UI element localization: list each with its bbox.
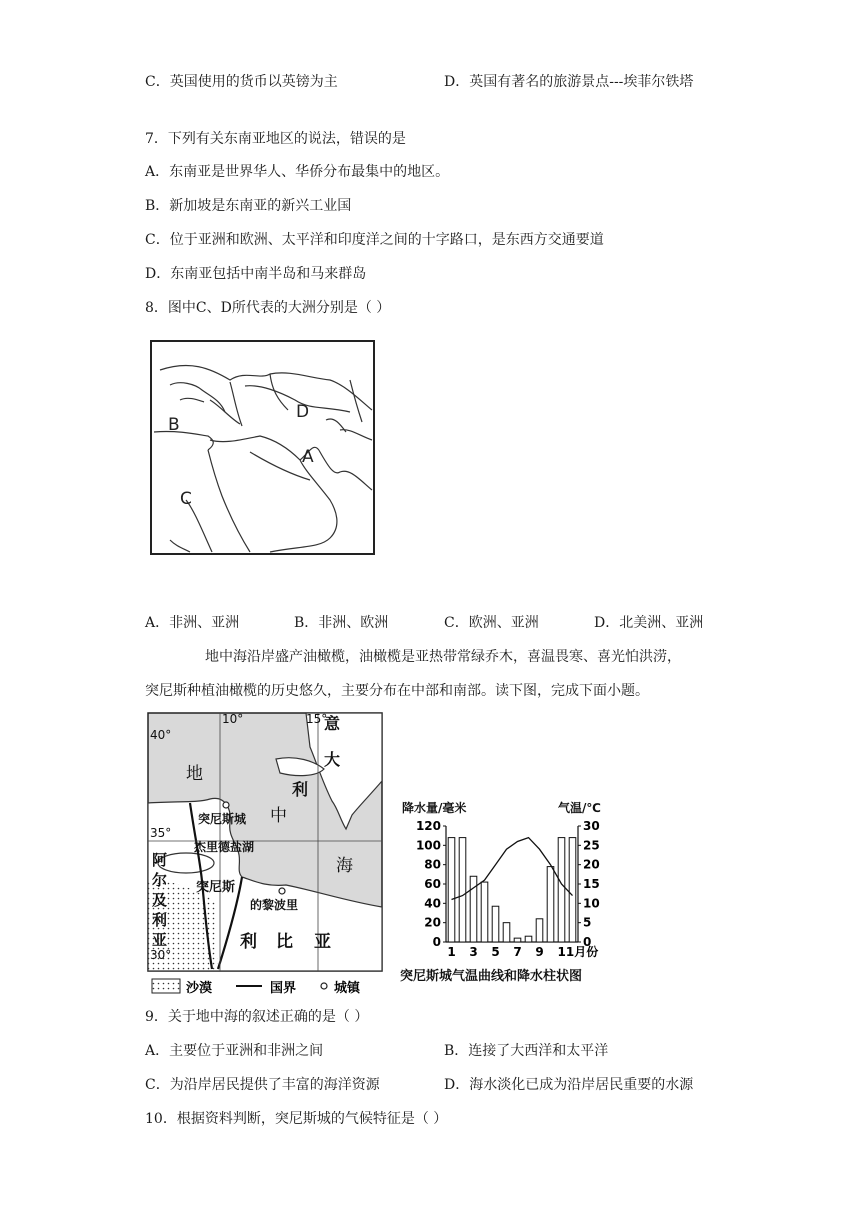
q7-option-b: B．新加坡是东南亚的新兴工业国 (145, 198, 352, 214)
chart-title: 突尼斯城气温曲线和降水柱状图 (400, 969, 583, 984)
chart-tick-label-left: 0 (432, 935, 441, 949)
tunisia-label: 突尼斯 (196, 880, 236, 895)
passage-line-1: 地中海沿岸盛产油橄榄，油橄榄是亚热带常绿乔木，喜温畏寒、喜光怕洪涝， (205, 649, 681, 665)
lon-10-label: 10° (222, 712, 244, 726)
italy-label-1: 意 (324, 714, 341, 733)
chart-tick-label-x: 9 (535, 945, 544, 959)
q7-stem: 7．下列有关东南亚地区的说法，错误的是 (145, 131, 406, 147)
precip-bar (558, 838, 565, 942)
q8-option-d: D．北美洲、亚洲 (594, 615, 704, 631)
passage-line-2: 突尼斯种植油橄榄的历史悠久，主要分布在中部和南部。读下图，完成下面小题。 (145, 683, 649, 699)
precip-bar (492, 906, 499, 942)
chart-tick-label-x: 11月份 (557, 945, 599, 959)
sea-label-hai: 海 (336, 856, 353, 876)
chart-tick-label-right: 15 (583, 877, 600, 891)
chart-ylabel-left: 降水量/毫米 (402, 801, 467, 815)
italy-label-2: 大 (324, 750, 341, 769)
lat-30-label: 30° (150, 948, 172, 962)
algeria-label-3: 及 (152, 891, 168, 909)
italy-label-3: 利 (292, 780, 309, 799)
map-label-a: A (302, 447, 314, 467)
chart-tick-label-right: 25 (583, 838, 600, 853)
precip-bar (514, 938, 521, 942)
q6-option-d: D．英国有著名的旅游景点---埃菲尔铁塔 (444, 74, 694, 90)
chart-tick-label-right: 20 (583, 857, 600, 872)
tripoli-label: 的黎波里 (250, 898, 299, 912)
climate-chart (396, 790, 646, 990)
precip-bar (503, 923, 510, 942)
legend-border: 国界 (270, 981, 297, 996)
tunis-city-label: 突尼斯城 (198, 812, 247, 826)
libya-label-1: 利 (240, 932, 257, 952)
q9-option-c: C．为沿岸居民提供了丰富的海洋资源 (145, 1077, 380, 1093)
q9-option-d: D．海水淡化已成为沿岸居民重要的水源 (444, 1077, 694, 1093)
legend-town: 城镇 (334, 981, 361, 996)
algeria-label-1: 阿 (152, 851, 168, 869)
precip-bar (448, 838, 455, 942)
chart-tick-label-x: 1 (447, 945, 456, 959)
chart-tick-label-right: 10 (583, 896, 600, 911)
q9-option-a: A．主要位于亚洲和非洲之间 (145, 1043, 324, 1059)
chart-tick-label-x: 7 (513, 945, 522, 959)
q9-option-b: B．连接了大西洋和太平洋 (444, 1043, 609, 1059)
sea-label-zhong: 中 (270, 806, 287, 826)
algeria-label-5: 亚 (152, 931, 168, 949)
map-label-b: B (168, 415, 180, 435)
q7-option-c: C．位于亚洲和欧洲、太平洋和印度洋之间的十字路口，是东西方交通要道 (145, 232, 604, 248)
lat-40-label: 40° (150, 728, 172, 742)
algeria-label-2: 尔 (152, 871, 168, 889)
chart-tick-label-x: 3 (469, 945, 478, 959)
lat-35-label: 35° (150, 826, 172, 840)
libya-label-3: 亚 (314, 932, 331, 952)
precip-bar (536, 919, 543, 942)
algeria-label-4: 利 (152, 911, 168, 929)
chart-tick-label-x: 5 (491, 945, 500, 959)
q7-option-a: A．东南亚是世界华人、华侨分布最集中的地区。 (145, 164, 450, 180)
q10-stem: 10．根据资料判断，突尼斯城的气候特征是（ ） (145, 1111, 448, 1127)
map-label-d: D (296, 402, 310, 422)
chart-tick-label-right: 0 (583, 935, 592, 949)
precip-bar (459, 838, 466, 942)
legend-town-symbol (321, 983, 327, 989)
town-tripoli (279, 888, 285, 894)
q7-option-d: D．东南亚包括中南半岛和马来群岛 (145, 266, 367, 282)
chart-tick-label-left: 100 (415, 838, 441, 853)
q9-stem: 9．关于地中海的叙述正确的是（ ） (145, 1009, 369, 1025)
precip-bar (525, 936, 532, 942)
precip-bar (547, 867, 554, 942)
precip-bar (481, 882, 488, 942)
temperature-line (452, 838, 573, 900)
chott-label: 杰里德盐湖 (194, 840, 255, 854)
legend-desert: 沙漠 (186, 981, 213, 996)
q8-option-c: C．欧洲、亚洲 (444, 615, 539, 631)
q8-stem: 8．图中C、D所代表的大洲分别是（ ） (145, 300, 391, 316)
map-label-c: C (180, 489, 192, 509)
chart-tick-label-right: 5 (583, 915, 592, 930)
q8-option-b: B．非洲、欧洲 (294, 615, 389, 631)
chart-ylabel-right: 气温/℃ (558, 801, 601, 815)
precip-bar (569, 838, 576, 942)
chart-tick-label-left: 80 (424, 857, 441, 872)
chart-tick-label-right: 30 (583, 819, 600, 833)
sea-label-di: 地 (186, 764, 203, 784)
chart-tick-label-left: 120 (415, 819, 441, 833)
tunisia-map (146, 711, 384, 999)
q8-option-a: A．非洲、亚洲 (145, 615, 240, 631)
q6-option-c: C．英国使用的货币以英镑为主 (145, 74, 338, 90)
libya-label-2: 比 (276, 932, 293, 952)
lon-15-label: 15° (306, 712, 328, 726)
chart-tick-label-left: 40 (424, 896, 441, 911)
chart-tick-label-left: 60 (424, 877, 441, 891)
town-tunis (223, 802, 229, 808)
middle-east-map (150, 340, 376, 556)
chart-tick-label-left: 20 (424, 915, 441, 930)
